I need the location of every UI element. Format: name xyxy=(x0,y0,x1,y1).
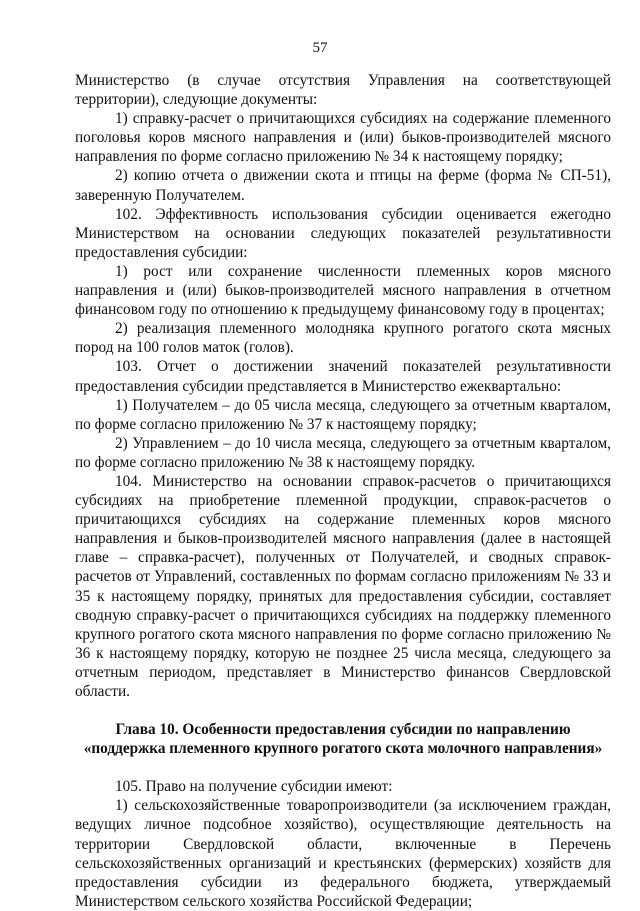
paragraph: 1) сельскохозяйственные товаропроизводители (за исключением граждан, ведущих личное подсобное хозяйство), осуществляющие деятельность на территории Свердловской области, включенные в Перечень сельскохозяйственных организаций и крестьянских (фермерских) хозяйств для предоставления субсидии из федерального бюджета, утверждаемый Министерством сельского хозяйства Российской Федерации; xyxy=(75,797,611,910)
paragraph: 105. Право на получение субсидии имеют: xyxy=(115,778,393,796)
paragraph: 102. Эффективность использования субсидии оценивается ежегодно Министерством на основании следующих показателей результативности предоставления субсидии: xyxy=(75,205,611,261)
document-body xyxy=(75,71,611,911)
chapter-heading xyxy=(75,720,611,758)
paragraph: 1) Получателем – до 05 числа месяца, следующего за отчетным кварталом, по форме согласно приложению № 37 к настоящему порядку; xyxy=(75,396,611,433)
page-number: 57 xyxy=(312,40,328,56)
paragraph: Министерство (в случае отсутствия Управления на соответствующей территории), следующие документы: xyxy=(75,72,611,109)
paragraph: 104. Министерство на основании справок-расчетов о причитающихся субсидиях на приобретение племенной продукции, справок-расчетов о причитающихся субсидиях на содержание племенных коров мясного направления и быков-производителей мясного направления (далее в настоящей главе – справка-расчет), полученных от Получателей, и сводных справок-расчетов от Управлений, составленных по формам согласно приложениям № 33 и 35 к настоящему порядку, принятых для предоставления субсидии, составляет сводную справку-расчет о причитающихся субсидиях на поддержку племенного крупного рогатого скота мясного направления по форме согласно приложению № 36 к настоящему порядку, которую не позднее 25 числа месяца, следующего за отчетным периодом, представляет в Министерство финансов Свердловской области. xyxy=(75,472,611,700)
paragraph: 2) реализация племенного молодняка крупного рогатого скота мясных пород на 100 голов маток (голов). xyxy=(75,320,611,357)
chapter-heading-line-1: Глава 10. Особенности предоставления субсидии по направлению xyxy=(115,721,571,739)
paragraph: 2) Управлением – до 10 числа месяца, следующего за отчетным кварталом, по форме согласно приложению № 38 к настоящему порядку. xyxy=(75,434,611,471)
paragraph: 1) рост или сохранение численности племенных коров мясного направления и (или) быков-производителей мясного направления в отчетном финансовом году по отношению к предыдущему финансовому году в процентах; xyxy=(75,262,611,319)
paragraph: 1) справку-расчет о причитающихся субсидиях на содержание племенного поголовья коров мясного направления и (или) быков-производителей мясного направления по форме согласно приложению № 34 к настоящему порядку; xyxy=(75,110,611,166)
chapter-heading-line-2: «поддержка племенного крупного рогатого скота молочного направления» xyxy=(83,740,603,758)
paragraph: 103. Отчет о достижении значений показателей результативности предоставления субсидии представляется в Министерство ежеквартально: xyxy=(75,358,611,395)
paragraph: 2) копию отчета о движении скота и птицы на ферме (форма № СП-51), заверенную Получателем. xyxy=(75,167,611,204)
